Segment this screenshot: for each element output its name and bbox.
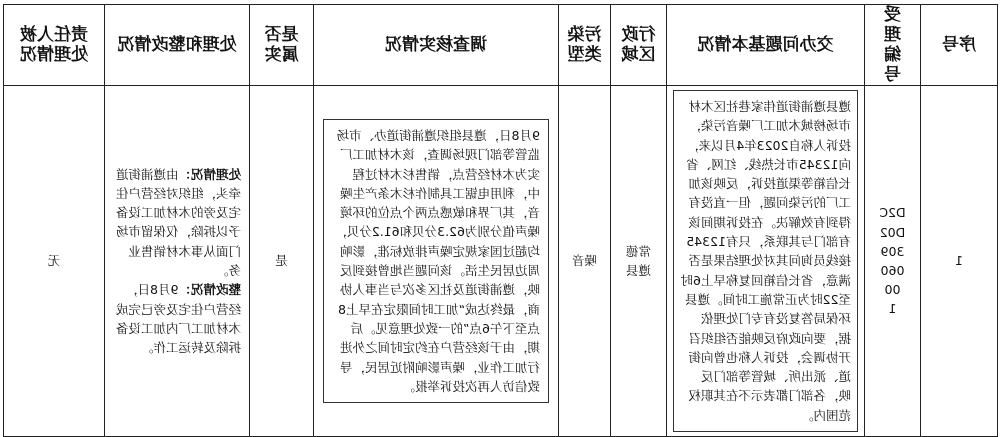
- header-accountability: 责任人被处理情况: [4, 5, 105, 86]
- cell-verified: 是: [250, 86, 314, 437]
- cell-id: D2CD0230906000 1: [865, 86, 921, 437]
- header-seq: 序号: [921, 5, 998, 86]
- header-region: 行政区域: [611, 5, 667, 86]
- cell-accountability: 无: [4, 86, 105, 437]
- header-id: 受理编号: [865, 5, 921, 86]
- cell-handling: 处理情况：由遵浦街道牵头，组织对经营户住宅及旁的木材加工设备予以拆除，仅保留市场门面从事木材销售业务。 整改情况：9月8日，经营户住宅及旁已完成木材加工厂内加工设备拆除及转运工作。: [105, 86, 250, 437]
- investigation-box: 9月8日，遵县组织遵浦街道办、市场监管等部门现场调查，该木材加工厂实为木材经营点，销售杉木材过程中，利用电锯工具制作杉木条产生噪音，其厂界和敏感点两个点位的环境噪声值分别为62.3分贝和61.2分贝，均超过国家规定噪声排放标准，影响周边居民生活。该问题当地曾接到反映，遵浦街道及社区多次与当事人协商，最终达成“加工时间限定在早上8点至下午6点”的一致处理意见。后期，由于该经营户在约定时间之外进行加工作业，噪声影响附近居民，导致信访人再次投诉举报。: [323, 119, 549, 403]
- header-row: [4, 5, 998, 86]
- cell-seq: 1: [921, 86, 998, 437]
- cell-pollution: 噪音: [559, 86, 611, 437]
- problem-box: 遵县遵浦街道伟家巷社区木材市场榜城木加工厂噪音污染，投诉人称自2023年4月以来，向12345市长热线、红网、省长信箱等渠道投诉，反映该加工厂的污染问题，但一直没有得到有效解决。在投诉期间该有部门与其联系，只有12345接线员询问其对处理结果是否满意，省长信箱回复称早上6时至22时为正常施工时间。遵县环保局答复没有专门处理依据，要向政府反映能否组织召开协调会，投诉人称也曾向街道、派出所、城管等部门反映，各部门都表示不在其职权范围内。: [673, 90, 858, 432]
- table-row: [4, 86, 998, 437]
- cell-investigation: [314, 86, 559, 437]
- complaint-table: [3, 4, 998, 437]
- header-investigation: 调查核实情况: [314, 5, 559, 86]
- header-verified: 是否属实: [250, 5, 314, 86]
- cell-region: 常德遵县: [611, 86, 667, 437]
- header-handling: 处理和整改情况: [105, 5, 250, 86]
- cell-problem: [667, 86, 865, 437]
- header-pollution: 污染类型: [559, 5, 611, 86]
- header-problem: 交办问题基本情况: [667, 5, 865, 86]
